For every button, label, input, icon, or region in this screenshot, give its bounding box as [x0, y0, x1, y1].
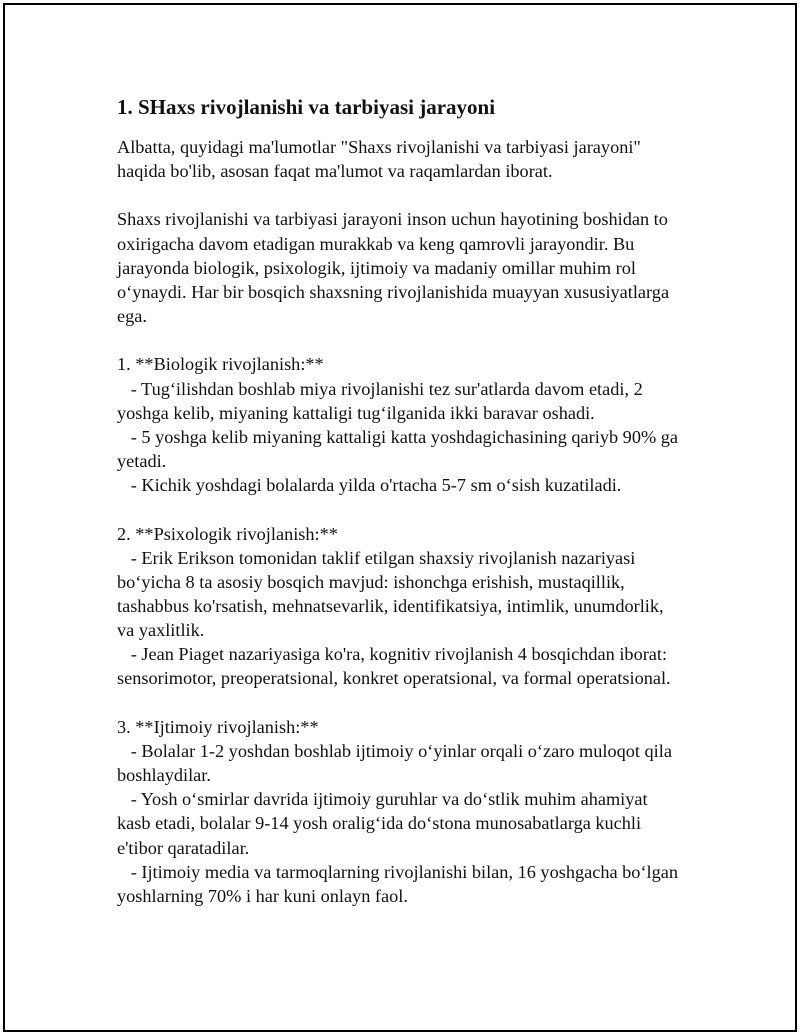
document-body	[117, 135, 777, 908]
section-psychological	[117, 522, 777, 691]
overview-paragraph	[117, 207, 777, 328]
bullet-line: - Yosh o‘smirlar davrida ijtimoiy guruhlar va do‘stlik muhim ahamiyat	[117, 789, 648, 810]
bullet-continuation-line: yoshlarning 70% i har kuni onlayn faol.	[117, 885, 408, 906]
bullet-line: - 5 yoshga kelib miyaning kattaligi katta yoshdagichasining qariyb 90% ga	[117, 426, 679, 447]
paragraph-line: Albatta, quyidagi ma'lumotlar "Shaxs rivojlanishi va tarbiyasi jarayoni"	[117, 137, 641, 157]
bullet-continuation-line: tashabbus ko'rsatish, mehnatsevarlik, identifikatsiya, intimlik, unumdorlik,	[117, 595, 664, 616]
section-social	[117, 715, 777, 908]
section-biological	[117, 352, 777, 497]
bullet-continuation-line: e'tibor qaratadilar.	[117, 837, 250, 858]
section-heading: 3. **Ijtimoiy rivojlanish:**	[117, 716, 319, 737]
bullet-continuation-line: sensorimotor, preoperatsional, konkret operatsional, va formal operatsional.	[117, 668, 671, 689]
paragraph-line: oxirigacha davom etadigan murakkab va keng qamrovli jarayondir. Bu	[117, 233, 635, 254]
intro-paragraph	[117, 135, 777, 183]
bullet-line: - Ijtimoiy media va tarmoqlarning rivojlanishi bilan, 16 yoshgacha bo‘lgan	[117, 861, 679, 882]
bullet-continuation-line: yoshga kelib, miyaning kattaligi tug‘ilganida ikki baravar oshadi.	[117, 402, 595, 423]
section-heading: 2. **Psixologik rivojlanish:**	[117, 523, 338, 544]
document-title: 1. SHaxs rivojlanishi va tarbiyasi jarayoni	[117, 95, 496, 119]
bullet-continuation-line: va yaxlitlik.	[117, 620, 205, 641]
bullet-continuation-line: kasb etadi, bolalar 9-14 yosh oralig‘ida do‘stona munosabatlarga kuchli	[117, 813, 642, 834]
paragraph-line: haqida bo'lib, asosan faqat ma'lumot va raqamlardan iborat.	[117, 161, 553, 182]
bullet-continuation-line: bo‘yicha 8 ta asosiy bosqich mavjud: ishonchga erishish, mustaqillik,	[117, 571, 625, 592]
bullet-line: - Jean Piaget nazariyasiga ko'ra, kognitiv rivojlanish 4 bosqichdan iborat:	[117, 644, 668, 665]
paragraph-line: Shaxs rivojlanishi va tarbiyasi jarayoni inson uchun hayotining boshidan to	[117, 209, 668, 230]
bullet-line: - Kichik yoshdagi bolalarda yilda o'rtacha 5-7 sm o‘sish kuzatiladi.	[117, 475, 622, 496]
paragraph-line: jarayonda biologik, psixologik, ijtimoiy va madaniy omillar muhim rol	[117, 257, 636, 278]
paragraph-line: ega.	[117, 306, 147, 327]
bullet-line: - Tug‘ilishdan boshlab miya rivojlanishi tez sur'atlarda davom etadi, 2	[117, 378, 643, 399]
bullet-continuation-line: boshlaydilar.	[117, 765, 211, 786]
bullet-line: - Erik Erikson tomonidan taklif etilgan shaxsiy rivojlanish nazariyasi	[117, 547, 636, 568]
section-heading: 1. **Biologik rivojlanish:**	[117, 354, 324, 375]
bullet-line: - Bolalar 1-2 yoshdan boshlab ijtimoiy o‘yinlar orqali o‘zaro muloqot qila	[117, 740, 672, 761]
bullet-continuation-line: yetadi.	[117, 451, 167, 472]
paragraph-line: o‘ynaydi. Har bir bosqich shaxsning rivojlanishida muayyan xususiyatlarga	[117, 281, 670, 302]
